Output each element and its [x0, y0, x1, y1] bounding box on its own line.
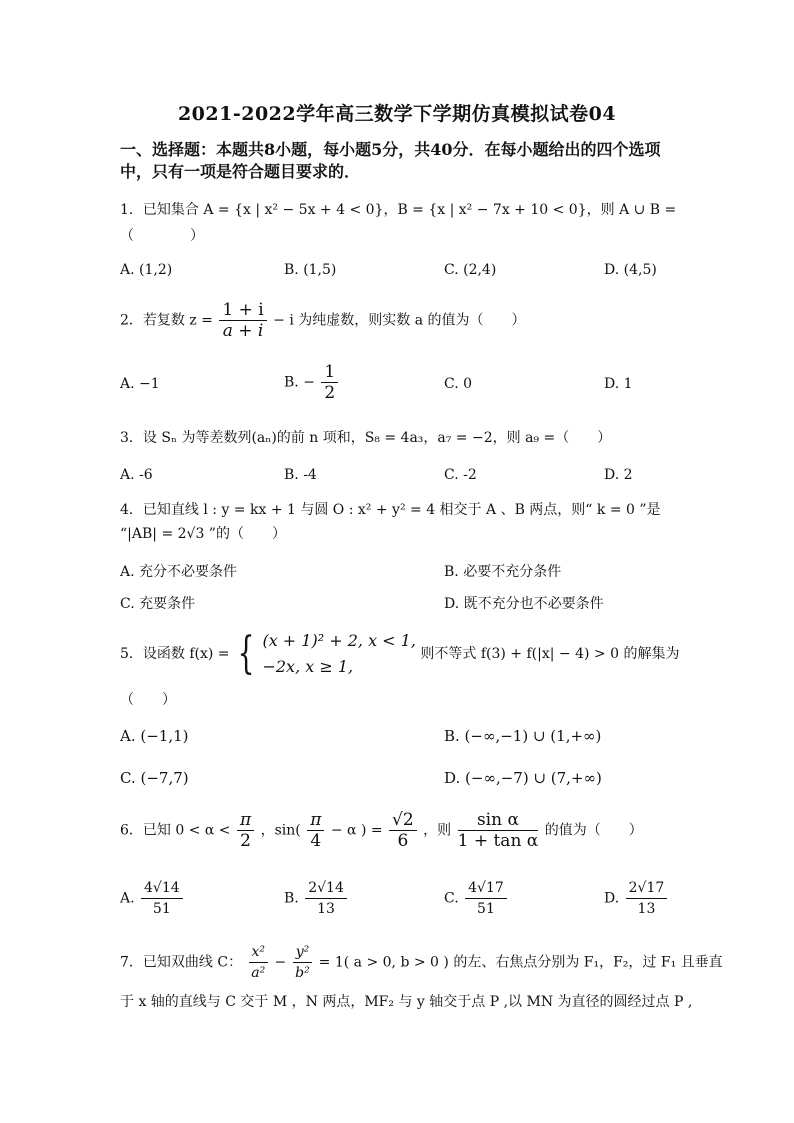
q6-option-d-fraction — [626, 878, 668, 919]
q6-option-b-den: 13 — [317, 901, 335, 917]
q2-stem — [120, 300, 526, 341]
q5-option-d: D. (−∞,−7) ∪ (7,+∞) — [444, 769, 602, 787]
q5-paren: （ ） — [120, 692, 176, 708]
q1-option-a: A. (1,2) — [120, 262, 173, 278]
q3-option-d: D. 2 — [604, 467, 633, 483]
q6-option-b-num: 2√14 — [305, 878, 347, 899]
q2-prefix: 2．若复数 z = — [120, 312, 213, 329]
q1-option-d: D. (4,5) — [604, 262, 657, 278]
q1-option-b: B. (1,5) — [284, 262, 337, 278]
q6-option-d-num: 2√17 — [626, 878, 668, 899]
q5-option-a: A. (−1,1) — [120, 727, 189, 745]
q6-option-a-fraction — [141, 878, 183, 919]
q2-option-b-fraction — [321, 362, 338, 403]
q4-option-d: D. 既不充分也不必要条件 — [444, 596, 604, 612]
q5-suffix: 则不等式 f(3) + f(|x| − 4) > 0 的解集为 — [420, 646, 680, 662]
q6-frac-root2-6-num: √2 — [389, 810, 417, 831]
page-title: 2021-2022学年高三数学下学期仿真模拟试卷04 — [177, 103, 617, 125]
q7-part-1: 7．已知双曲线 C： — [120, 954, 243, 971]
q2-option-b-label: B. − — [284, 374, 315, 391]
q6-option-a-num: 4√14 — [141, 878, 183, 899]
q5-case-1: (x + 1)² + 2, x < 1, — [262, 631, 416, 650]
q6-frac-pi-4 — [307, 810, 324, 851]
q6-option-b-fraction — [305, 878, 347, 919]
q5-cases — [262, 628, 415, 680]
q2-fraction — [219, 300, 266, 341]
q6-stem — [120, 810, 643, 851]
q6-option-c-label: C. — [444, 890, 459, 907]
q6-option-b-label: B. — [284, 890, 299, 907]
q3-option-b: B. -4 — [284, 467, 317, 483]
q6-frac-sin-tan-num: sin α — [458, 810, 539, 831]
q6-option-a-den: 51 — [152, 901, 171, 917]
q2-suffix: − i 为纯虚数，则实数 a 的值为（ ） — [273, 312, 526, 329]
q2-option-b-den: 2 — [324, 383, 336, 403]
q7-stem-line2: 于 x 轴的直线与 C 交于 M ，N 两点，MF₂ 与 y 轴交于点 P ,以 MN 为直径的圆经过点 P , — [120, 994, 693, 1010]
q6-frac-pi-4-den: 4 — [310, 831, 322, 851]
q6-part-3: − α ) = — [330, 822, 383, 839]
q2-option-c: C. 0 — [444, 376, 473, 392]
q6-frac-pi-2-num: π — [237, 810, 254, 831]
q5-brace: { — [237, 628, 255, 679]
q6-option-b — [284, 878, 349, 919]
q6-option-d-label: D. — [604, 890, 620, 907]
q3-option-a: A. -6 — [120, 467, 153, 483]
q6-option-c — [444, 878, 509, 919]
q5-case-2: −2x, x ≥ 1, — [262, 657, 354, 676]
q6-frac-pi-4-num: π — [307, 810, 324, 831]
q6-option-c-num: 4√17 — [465, 878, 507, 899]
q7-frac-y — [293, 942, 313, 983]
q1-paren: （ ） — [120, 228, 204, 244]
q2-frac-den: a + i — [222, 321, 264, 341]
q7-minus: − — [274, 954, 287, 971]
q4-option-b: B. 必要不充分条件 — [444, 564, 562, 580]
q6-part-1: 6．已知 0 < α < — [120, 822, 231, 839]
q7-frac-y-den: b² — [295, 965, 310, 981]
q6-frac-root2-6-den: 6 — [397, 831, 409, 851]
section-heading-line2: 中，只有一项是符合题目要求的． — [120, 162, 361, 181]
q6-frac-pi-2 — [237, 810, 254, 851]
q2-option-b-num: 1 — [321, 362, 338, 383]
q6-part-2: ，sin( — [260, 822, 301, 839]
q6-part-5: 的值为（ ） — [544, 822, 643, 839]
q4-option-a: A. 充分不必要条件 — [120, 564, 238, 580]
q6-frac-pi-2-den: 2 — [240, 831, 251, 851]
q5-prefix: 5．设函数 f(x) = — [120, 646, 230, 662]
q3-stem: 3．设 Sₙ 为等差数列(aₙ)的前 n 项和，S₈ = 4a₃，a₇ = −2，则 a₉ =（ ） — [120, 430, 612, 446]
q2-option-a: A. −1 — [120, 376, 160, 392]
q2-option-d: D. 1 — [604, 376, 633, 392]
q7-frac-x — [249, 942, 269, 983]
q1-stem: 1．已知集合 A = {x | x² − 5x + 4 < 0}，B = {x | x² − 7x + 10 < 0}，则 A ∪ B = — [120, 202, 677, 218]
q1-option-c: C. (2,4) — [444, 262, 497, 278]
q2-frac-num: 1 + i — [219, 300, 266, 321]
q3-option-c: C. -2 — [444, 467, 477, 483]
q7-frac-y-num: y² — [293, 942, 313, 963]
q2-option-b — [284, 362, 340, 403]
q6-option-d-den: 13 — [637, 901, 656, 917]
q6-option-d — [604, 878, 669, 919]
section-heading-line1: 一、选择题：本题共8小题，每小题5分，共40分．在每小题给出的四个选项 — [120, 140, 661, 159]
q4-stem-line2: “|AB| = 2√3 ”的（ ） — [120, 526, 286, 542]
q5-stem — [120, 628, 679, 680]
q6-option-a — [120, 878, 185, 919]
q6-frac-sin-tan-den: 1 + tan α — [457, 831, 539, 851]
q4-stem-line1: 4．已知直线 l : y = kx + 1 与圆 O : x² + y² = 4 相交于 A 、B 两点，则“ k = 0 ”是 — [120, 502, 661, 518]
q6-option-c-fraction — [465, 878, 507, 919]
q7-frac-x-num: x² — [249, 942, 269, 963]
q5-option-c: C. (−7,7) — [120, 769, 189, 787]
q6-option-c-den: 51 — [477, 901, 495, 917]
q6-frac-root2-6 — [389, 810, 417, 851]
q6-frac-sin-tan — [458, 810, 539, 851]
q6-option-a-label: A. — [120, 890, 135, 907]
q7-part-2: = 1( a > 0, b > 0 ) 的左、右焦点分别为 F₁，F₂，过 F₁ 且垂直 — [318, 954, 723, 971]
q6-part-4: ，则 — [423, 822, 452, 839]
q7-frac-x-den: a² — [251, 965, 266, 981]
q4-option-c: C. 充要条件 — [120, 596, 196, 612]
q5-option-b: B. (−∞,−1) ∪ (1,+∞) — [444, 727, 602, 745]
q7-stem-line1 — [120, 942, 723, 983]
